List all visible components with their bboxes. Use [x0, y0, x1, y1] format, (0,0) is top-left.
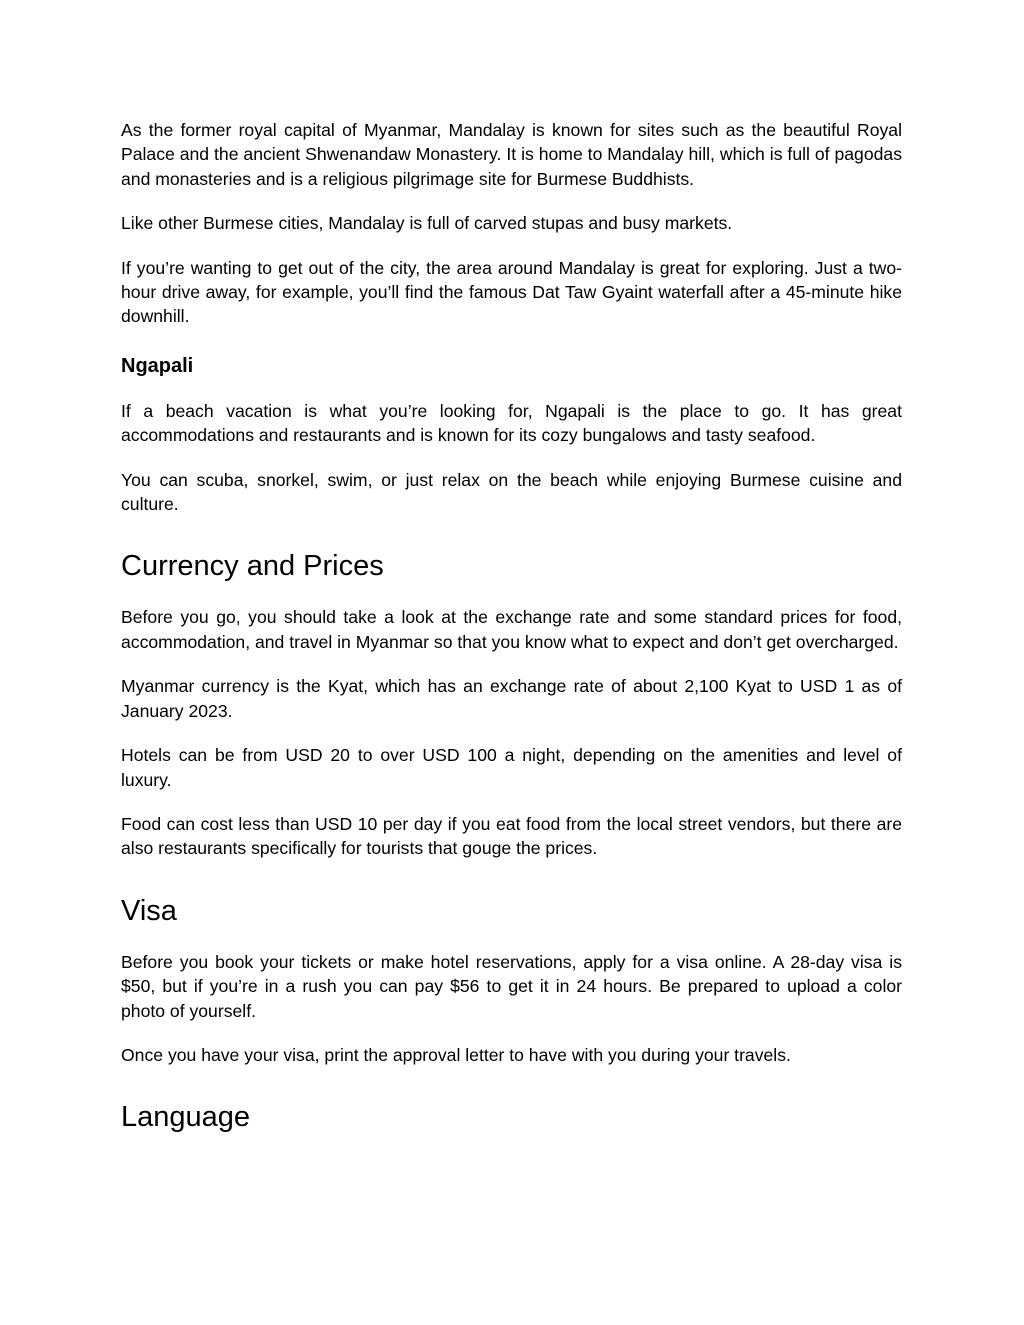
heading-currency-and-prices: Currency and Prices [121, 550, 384, 583]
paragraph-visa-approval: Once you have your visa, print the approval letter to have with you during your travels. [121, 1044, 791, 1065]
document-page [121, 118, 902, 1135]
paragraph-visa-apply: Before you book your tickets or make hotel reservations, apply for a visa online. A 28-day visa is $50, but if you’re in a rush you can pay $56 to get it in 24 hours. Be prepared to upload a color photo of yourself. [121, 951, 902, 1021]
heading-language: Language [121, 1101, 251, 1134]
paragraph-mandalay-markets: Like other Burmese cities, Mandalay is full of carved stupas and busy markets. [121, 213, 733, 234]
paragraph-currency-overview: Before you go, you should take a look at the exchange rate and some standard prices for food, accommodation, and travel in Myanmar so that you know what to expect and don’t get overcharged. [121, 607, 902, 652]
paragraph-currency-food: Food can cost less than USD 10 per day if you eat food from the local street vendors, but there are also restaurants specifically for tourists that gouge the prices. [121, 813, 902, 859]
paragraph-mandalay-exploring: If you’re wanting to get out of the city, the area around Mandalay is great for exploring. Just a two-hour drive away, for example, you’ll find the famous Dat Taw Gyaint waterfall after a 45-minute hike downhill. [121, 257, 902, 327]
heading-visa: Visa [121, 894, 177, 927]
paragraph-currency-hotels: Hotels can be from USD 20 to over USD 100 a night, depending on the amenities and level of luxury. [121, 745, 902, 790]
paragraph-mandalay-intro: As the former royal capital of Myanmar, Mandalay is known for sites such as the beautiful Royal Palace and the ancient Shwenandaw Monastery. It is home to Mandalay hill, which is full of pagodas and monasteries and is a religious pilgrimage site for Burmese Buddhists. [121, 120, 902, 189]
paragraph-ngapali-beach: If a beach vacation is what you’re looking for, Ngapali is the place to go. It has great accommodations and restaurants and is known for its cozy bungalows and tasty seafood. [121, 400, 902, 446]
paragraph-currency-kyat: Myanmar currency is the Kyat, which has an exchange rate of about 2,100 Kyat to USD 1 as of January 2023. [121, 676, 902, 721]
heading-ngapali: Ngapali [121, 354, 194, 377]
paragraph-ngapali-activities: You can scuba, snorkel, swim, or just relax on the beach while enjoying Burmese cuisine and culture. [121, 469, 902, 515]
